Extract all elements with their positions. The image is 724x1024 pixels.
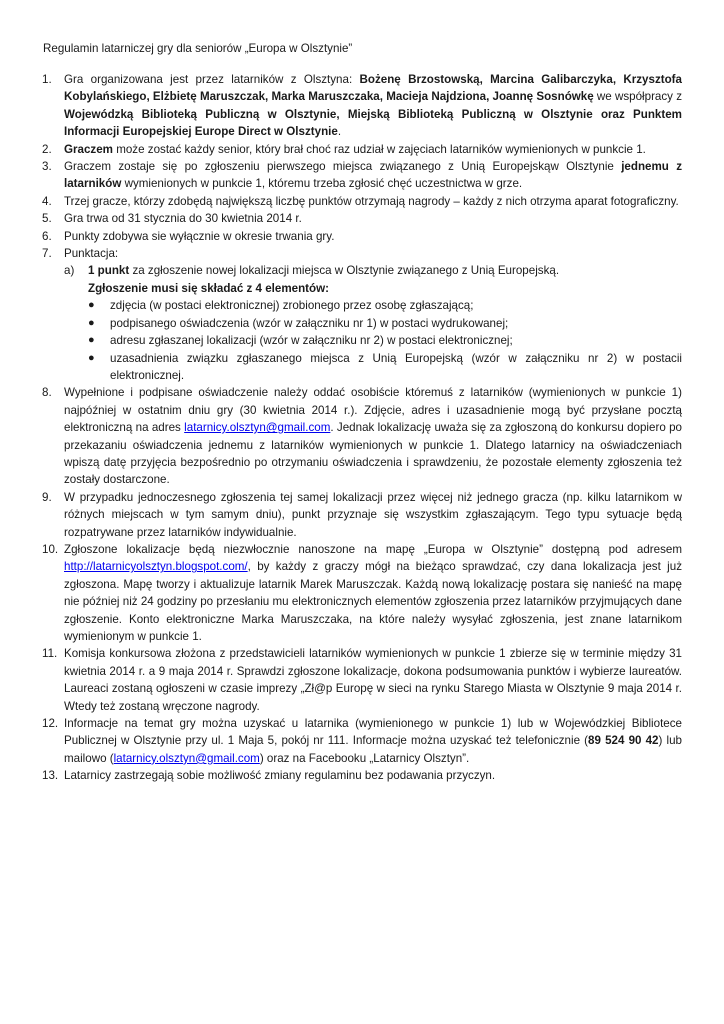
rule-number: 1. (42, 73, 52, 86)
elements-bullet-list (86, 297, 682, 384)
rule-text: Gra organizowana jest przez latarników z Olsztyna: (64, 73, 360, 86)
rule-number: 3. (42, 160, 52, 174)
phone-number: 89 524 90 42 (588, 734, 659, 748)
bullet-text: zdjęcia (w postaci elektronicznej) zrobionego przez osobę zgłaszającą; (110, 299, 474, 313)
rule-text: Latarnicy zastrzegają sobie możliwość zmiany regulaminu bez podawania przyczyn. (64, 769, 496, 783)
organizers-names: Bożenę Brzostowską, Marcina Galibarczyka, Krzysztofa Kobylańskiego, Elżbietę Maruszczak, Marka Maruszczaka, Macieja Najdziona, Joannę Sosnówkę (64, 73, 682, 104)
partner-institutions: Wojewódzką Biblioteką Publiczną w Olsztynie, Miejską Biblioteką Publiczną w Olsztynie oraz Punktem Informacji Europejskiej Europe Direct w Olsztynie (64, 107, 682, 139)
bullet-text: uzasadnienia związku zgłaszanego miejsca z Unią Europejską (wzór w załączniku nr 2) w postacii elektronicznej. (110, 351, 682, 382)
rule-number: 11. (42, 647, 58, 661)
rule-text: Punktacja: (64, 247, 119, 261)
rule-text: Punkty zdobywa sie wyłącznie w okresie trwania gry. (64, 229, 335, 243)
rule-number: 10. (42, 542, 59, 556)
bullet-text: podpisanego oświadczenia (wzór w załączniku nr 1) w postaci wydrukowanej; (110, 316, 509, 330)
bullet-icon: ● (88, 299, 95, 312)
rule-text: we współpracy z (593, 90, 682, 104)
elements-heading: Zgłoszenie musi się składać z 4 elementów: (88, 281, 329, 295)
rule-9 (42, 489, 682, 541)
rule-text: Wypełnione i podpisane oświadczenie należy oddać osobiście któremuś z latarników (wymienionych w punkcie 1) najpóźniej w ostatnim dniu gry (30 kwietnia 2014 r.). Zdjęcie, adres i uzasadnienie mogą być przysłane pocztą elektroniczną na adres (64, 386, 682, 435)
scoring-sublist (64, 262, 682, 297)
rule-5 (42, 210, 682, 227)
rule-2 (42, 141, 682, 158)
sub-item-label: a) (64, 264, 75, 278)
rule-number: 6. (42, 229, 52, 243)
rule-text: Zgłoszone lokalizacje będą niezwłocznie nanoszone na mapę „Europa w Olsztynie” dostępną pod adresem (64, 542, 682, 556)
rule-1 (42, 71, 682, 141)
rule-text: może zostać każdy senior, który brał choć raz udział w zajęciach latarników wymienionych w punkcie 1. (112, 142, 646, 156)
rule-3 (42, 158, 682, 193)
rule-10 (42, 541, 682, 645)
rule-text: za zgłoszenie nowej lokalizacji miejsca w Olsztynie związanego z Unią Europejską. (129, 264, 560, 278)
rule-text: Komisja konkursowa złożona z przedstawicieli latarników wymienionych w punkcie 1 zbierze się w terminie między 31 kwietnia 2014 r. a 9 maja 2014 r. Sprawdzi zgłoszone lokalizacje, dokona podsumowania punktów i wybierze laureatów. Laureaci zostaną ogłoszeni w czasie imprezy „Zł@p Europę w sieci na rynku Starego Miasta w Olsztynie 9 maja 2014 r. Wtedy też zostaną wręczone nagrody. (64, 647, 682, 713)
rule-number: 13. (42, 769, 59, 783)
rule-text: Trzej gracze, którzy zdobędą największą liczbę punktów otrzymają nagrody – każdy z nich otrzyma aparat fotograficzny. (64, 194, 679, 208)
rule-text: ) oraz na Facebooku „Latarnicy Olsztyn”. (259, 751, 470, 765)
rule-number: 2. (42, 142, 52, 156)
bullet-item (86, 315, 682, 332)
rule-bold-text: jednemu z latarników (64, 160, 682, 191)
bullet-icon: ● (88, 351, 95, 364)
rule-bold-text: Graczem (64, 142, 113, 156)
bullet-item (86, 297, 682, 314)
rule-text: wymienionych w punkcie 1, któremu trzeba zgłosić chęć uczestnictwa w grze. (121, 177, 523, 191)
email-link[interactable]: latarnicy.olsztyn@gmail.com (184, 421, 331, 435)
rule-number: 9. (42, 490, 52, 504)
rule-text: Gra trwa od 31 stycznia do 30 kwietnia 2014 r. (64, 212, 302, 226)
rule-number: 4. (42, 194, 52, 208)
rule-number: 8. (42, 386, 52, 400)
blog-link[interactable]: http://latarnicyolsztyn.blogspot.com/ (64, 560, 248, 574)
bullet-item (86, 350, 682, 385)
bullet-icon: ● (88, 334, 95, 347)
rule-text: ) lub mailowo ( (64, 734, 682, 765)
rule-13 (42, 767, 682, 784)
scoring-item-a (64, 262, 682, 297)
rule-4 (42, 193, 682, 210)
rule-text: , by każdy z graczy mógł na bieżąco sprawdzać, czy dana lokalizacja jest już zgłoszona. Mapę tworzy i aktualizuje latarnik Marek Maruszczak. Każdą nową lokalizację postara się nanieść na mapę nie później niż 24 godziny po przesłaniu mu elektronicznych elementów zgłoszenia przez latarników przyjmujących dane zgłoszenie. Konto elektroniczne Marka Maruszczaka, na które należy wysyłać zgłoszenia, jest znane latarnikom wymienionym w punkcie 1. (64, 560, 682, 643)
rule-7 (42, 245, 682, 384)
rule-11 (42, 645, 682, 715)
bullet-item (86, 332, 682, 349)
rule-text: W przypadku jednoczesnego zgłoszenia tej samej lokalizacji przez więcej niż jednego gracza (np. kilku latarnikom w różnych miejscach w tym samym dniu), punkt przyznaje się wszystkim zgłaszającym. Tego typu sytuacje będą rozpatrywane przez latarników indywidualnie. (64, 490, 682, 539)
rules-list (42, 71, 682, 785)
bullet-text: adresu zgłaszanej lokalizacji (wzór w załączniku nr 2) w postaci elektronicznej; (110, 334, 513, 348)
point-value: 1 punkt (88, 264, 130, 278)
rule-text: Graczem zostaje się po zgłoszeniu pierwszego miejsca związanego z Unią Europejskąw Olsztynie (64, 160, 622, 174)
rule-number: 12. (42, 717, 59, 731)
rule-text: Informacje na temat gry można uzyskać u latarnika (wymienionego w punkcie 1) lub w Wojewódzkiej Bibliotece Publicznej w Olsztynie przy ul. 1 Maja 5, pokój nr 111. Informacje można uzyskać też telefonicznie ( (64, 717, 682, 748)
email-link[interactable]: latarnicy.olsztyn@gmail.com (113, 751, 260, 765)
rule-8 (42, 384, 682, 488)
rule-6 (42, 228, 682, 245)
rule-text: . (337, 125, 342, 139)
rule-number: 7. (42, 247, 52, 261)
rule-text: . Jednak lokalizację uważa się za zgłoszoną do konkursu dopiero po przekazaniu oświadczenia jednemu z latarników wymienionych w punkcie 1. Dlatego latarnicy na oświadczeniach wpiszą datę przyjęcia bezpośrednio po otrzymaniu oświadczenia i sprawdzeniu, że pozostałe elementy zgłoszenia też zostały dostarczone. (64, 421, 682, 487)
rule-number: 5. (42, 212, 52, 226)
bullet-icon: ● (88, 316, 95, 329)
rule-12 (42, 715, 682, 767)
document-page (42, 41, 682, 785)
document-title: Regulamin latarniczej gry dla seniorów „Europa w Olsztynie” (43, 42, 353, 55)
